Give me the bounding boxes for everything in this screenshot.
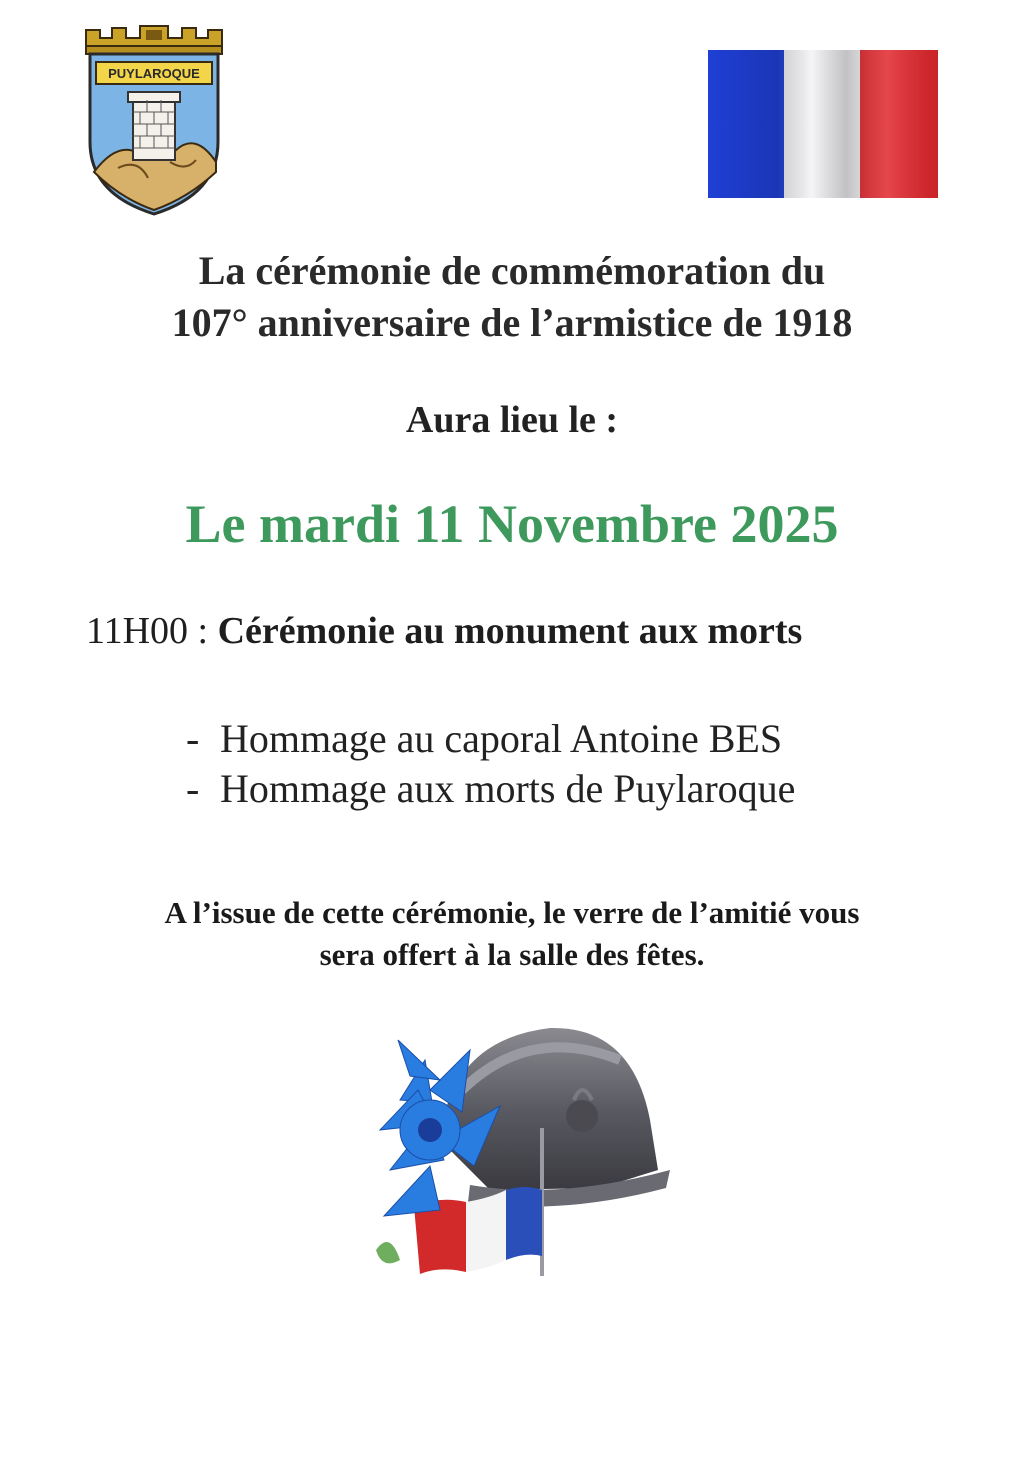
closing-note: [0, 892, 1024, 976]
schedule-description: Cérémonie au monument aux morts: [217, 610, 803, 652]
crest-icon: [78, 22, 230, 218]
list-dash: -: [186, 716, 200, 761]
intro-text: Aura lieu le :: [405, 399, 619, 441]
tribute-text: Hommage aux morts de Puylaroque: [220, 766, 796, 811]
list-item: [186, 714, 795, 764]
closing-line-2: sera offert à la salle des fêtes.: [319, 937, 705, 972]
crest-town-name: PUYLAROQUE: [108, 66, 200, 81]
heading-line-2: 107° anniversaire de l’armistice de 1918: [171, 300, 853, 345]
schedule-time: 11H00 :: [86, 610, 209, 652]
list-item: [186, 764, 795, 814]
event-date: Le mardi 11 Novembre 2025: [185, 494, 839, 554]
heading-line-1: La cérémonie de commémoration du: [198, 248, 826, 293]
helmet-cornflower-flag-icon: [370, 1020, 675, 1286]
event-heading: [0, 245, 1024, 349]
tributes-list: [186, 714, 795, 814]
closing-line-1: A l’issue de cette cérémonie, le verre de l’amitié vous: [164, 895, 860, 930]
french-flag-icon: [708, 50, 938, 198]
schedule-line: [86, 606, 802, 656]
list-dash: -: [186, 766, 200, 811]
tribute-text: Hommage au caporal Antoine BES: [220, 716, 783, 761]
